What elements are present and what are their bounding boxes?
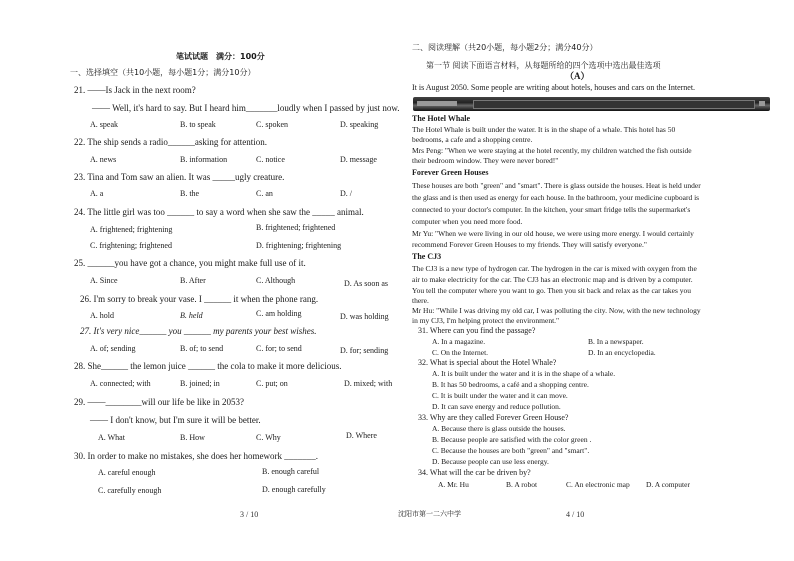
option: B. In a newspaper. [588,337,644,346]
question-29-reply: —— I don't know, but I'm sure it will be better. [90,415,261,425]
option: C. On the Internet. [432,348,489,357]
car-text-line: in my CJ3, I'm helping protect the environment." [412,316,560,325]
hotel-text-line: their bedroom window. They were never bored!" [412,156,559,165]
school-name: 沈阳市第一二六中学 [398,510,461,518]
page-number: 4 / 10 [566,510,585,519]
question-34: 34. What will the car be driven by? [418,468,531,477]
house-text-line: the glass and is then used as energy for each house. In the bathroom, your medicine cupboard is [412,193,700,202]
car-text-line: The CJ3 is a new type of hydrogen car. The hydrogen in the car is mixed with oxygen from the [412,264,697,273]
option: B. to speak [180,120,216,129]
option: C. notice [256,155,285,164]
house-text-line: recommend Forever Green Houses to my friends. They will satisfy everyone." [412,240,647,249]
question-30: 30. In order to make no mistakes, she does her homework _______. [74,451,318,461]
option: C. put; on [256,379,288,388]
question-31: 31. Where can you find the passage? [418,326,536,335]
question-25: 25. ______you have got a chance, you might make full use of it. [74,258,306,268]
option: D. Because people can use less energy. [432,457,549,466]
house-text-line: computer when you need more food. [412,217,523,226]
question-33: 33. Why are they called Forever Green House? [418,413,569,422]
option: C. am holding [256,309,302,318]
question-21: 21. ——Is Jack in the next room? [74,85,196,95]
question-24: 24. The little girl was too ______ to say a word when she saw the _____ animal. [74,207,364,217]
option: C. spoken [256,120,288,129]
option: D. In an encyclopedia. [588,348,656,357]
option: A. frightened; frightening [90,225,173,234]
part-heading: 第一节 阅读下面语言材料，从每题所给的四个选项中选出最佳选项 [426,61,661,70]
page-number: 3 / 10 [240,510,259,519]
option: D. for; sending [340,346,389,355]
car-text-line: air to make electricity for the car. The CJ3 has an electronic map and is driven by a computer. [412,275,693,284]
option: D. speaking [340,120,379,129]
car-text-line: there. [412,296,429,305]
option: D. A computer [646,480,690,489]
option: D. frightening; frightening [256,241,342,250]
option: A. careful enough [98,468,156,477]
option: B. joined; in [180,379,220,388]
hotel-text-line: Mrs Peng: "When we were staying at the hotel recently, my children watched the fish outside [412,146,692,155]
question-32: 32. What is special about the Hotel Whale? [418,358,557,367]
option: A. Since [90,276,118,285]
option: C. It is built under the water and it can move. [432,391,568,400]
house-text-line: connected to your doctor's computer. In the kitchen, your smart fridge tells the supermarket's [412,205,691,214]
hotel-title: The Hotel Whale [412,114,471,123]
option: B. of; to send [180,344,224,353]
page-title: 笔试试题 满分：100分 [176,52,265,61]
question-22: 22. The ship sends a radio______asking for attention. [74,137,268,147]
banner-image [413,97,770,111]
question-26: 26. I'm sorry to break your vase. I ______ it when the phone rang. [80,294,319,304]
option: B. After [180,276,206,285]
option: A. a [90,189,104,198]
option: A. connected; with [90,379,151,388]
car-text-line: Mr Hu: "While I was driving my old car, I was polluting the city. Now, with the new technology [412,306,701,315]
section-heading: 二、阅读理解（共20小题，每小题2分；满分40分） [412,43,598,52]
house-title: Forever Green Houses [412,168,489,177]
option: A. It is built under the water and it is in the shape of a whale. [432,369,616,378]
option: B. held [180,311,203,320]
question-28: 28. She______ the lemon juice ______ the cola to make it more delicious. [74,361,342,371]
option: B. A robot [506,480,538,489]
option: C. an [256,189,273,198]
car-title: The CJ3 [412,252,442,261]
option: C. frightening; frightened [90,241,172,250]
question-23: 23. Tina and Tom saw an alien. It was _____ugly creature. [74,172,285,182]
passage-intro: It is August 2050. Some people are writing about hotels, houses and cars on the Internet. [412,83,696,92]
option: C. An electronic map [566,480,630,489]
car-text-line: You tell the computer where you want to go. Then you sit back and relax as the car takes you [412,286,692,295]
option: D. was holding [340,312,389,321]
option: D. As soon as [344,279,389,288]
option: A. Because there is glass outside the houses. [432,424,566,433]
house-text-line: Mr Yu: "When we were living in our old house, we were using more energy. I would certainly [412,229,694,238]
option: D. / [340,189,352,198]
passage-label: （A） [565,71,590,81]
option: B. information [180,155,228,164]
option: C. Because the houses are both "green" and "smart". [432,446,590,455]
option: B. Because people are satisfied with the color green . [432,435,592,444]
option: A. speak [90,120,118,129]
hotel-text-line: bedrooms, a cafe and a shopping centre. [412,135,533,144]
option: B. How [180,433,205,442]
option: D. Where [346,431,377,440]
option: C. for; to send [256,344,302,353]
option: A. news [90,155,117,164]
option: D. mixed; with [344,379,393,388]
option: A. In a magazine. [432,337,486,346]
option: A. What [98,433,125,442]
option: B. It has 50 bedrooms, a café and a shopping centre. [432,380,589,389]
option: D. message [340,155,377,164]
house-text-line: These houses are both "green" and "smart". There is glass outside the houses. Heat is held under [412,181,701,190]
section-heading: 一、选择填空（共10小题，每小题1分；满分10分） [70,68,256,77]
question-29: 29. ——________will our life be like in 2053? [74,397,244,407]
question-27: 27. It's very nice______ you ______ my parents your best wishes. [80,326,317,336]
question-21-reply: —— Well, it's hard to say. But I heard him_______loudly when I passed by just now. [92,103,400,113]
option: A. hold [90,311,114,320]
option: B. the [180,189,200,198]
option: D. enough carefully [262,485,326,494]
option: C. carefully enough [98,486,162,495]
option: D. It can save energy and reduce pollution. [432,402,561,411]
option: A. of; sending [90,344,136,353]
option: C. Although [256,276,296,285]
option: C. Why [256,433,281,442]
hotel-text-line: The Hotel Whale is built under the water. It is in the shape of a whale. This hotel has 50 [412,125,676,134]
option: A. Mr. Hu [438,480,469,489]
option: B. enough careful [262,467,320,476]
option: B. frightened; frightened [256,223,336,232]
